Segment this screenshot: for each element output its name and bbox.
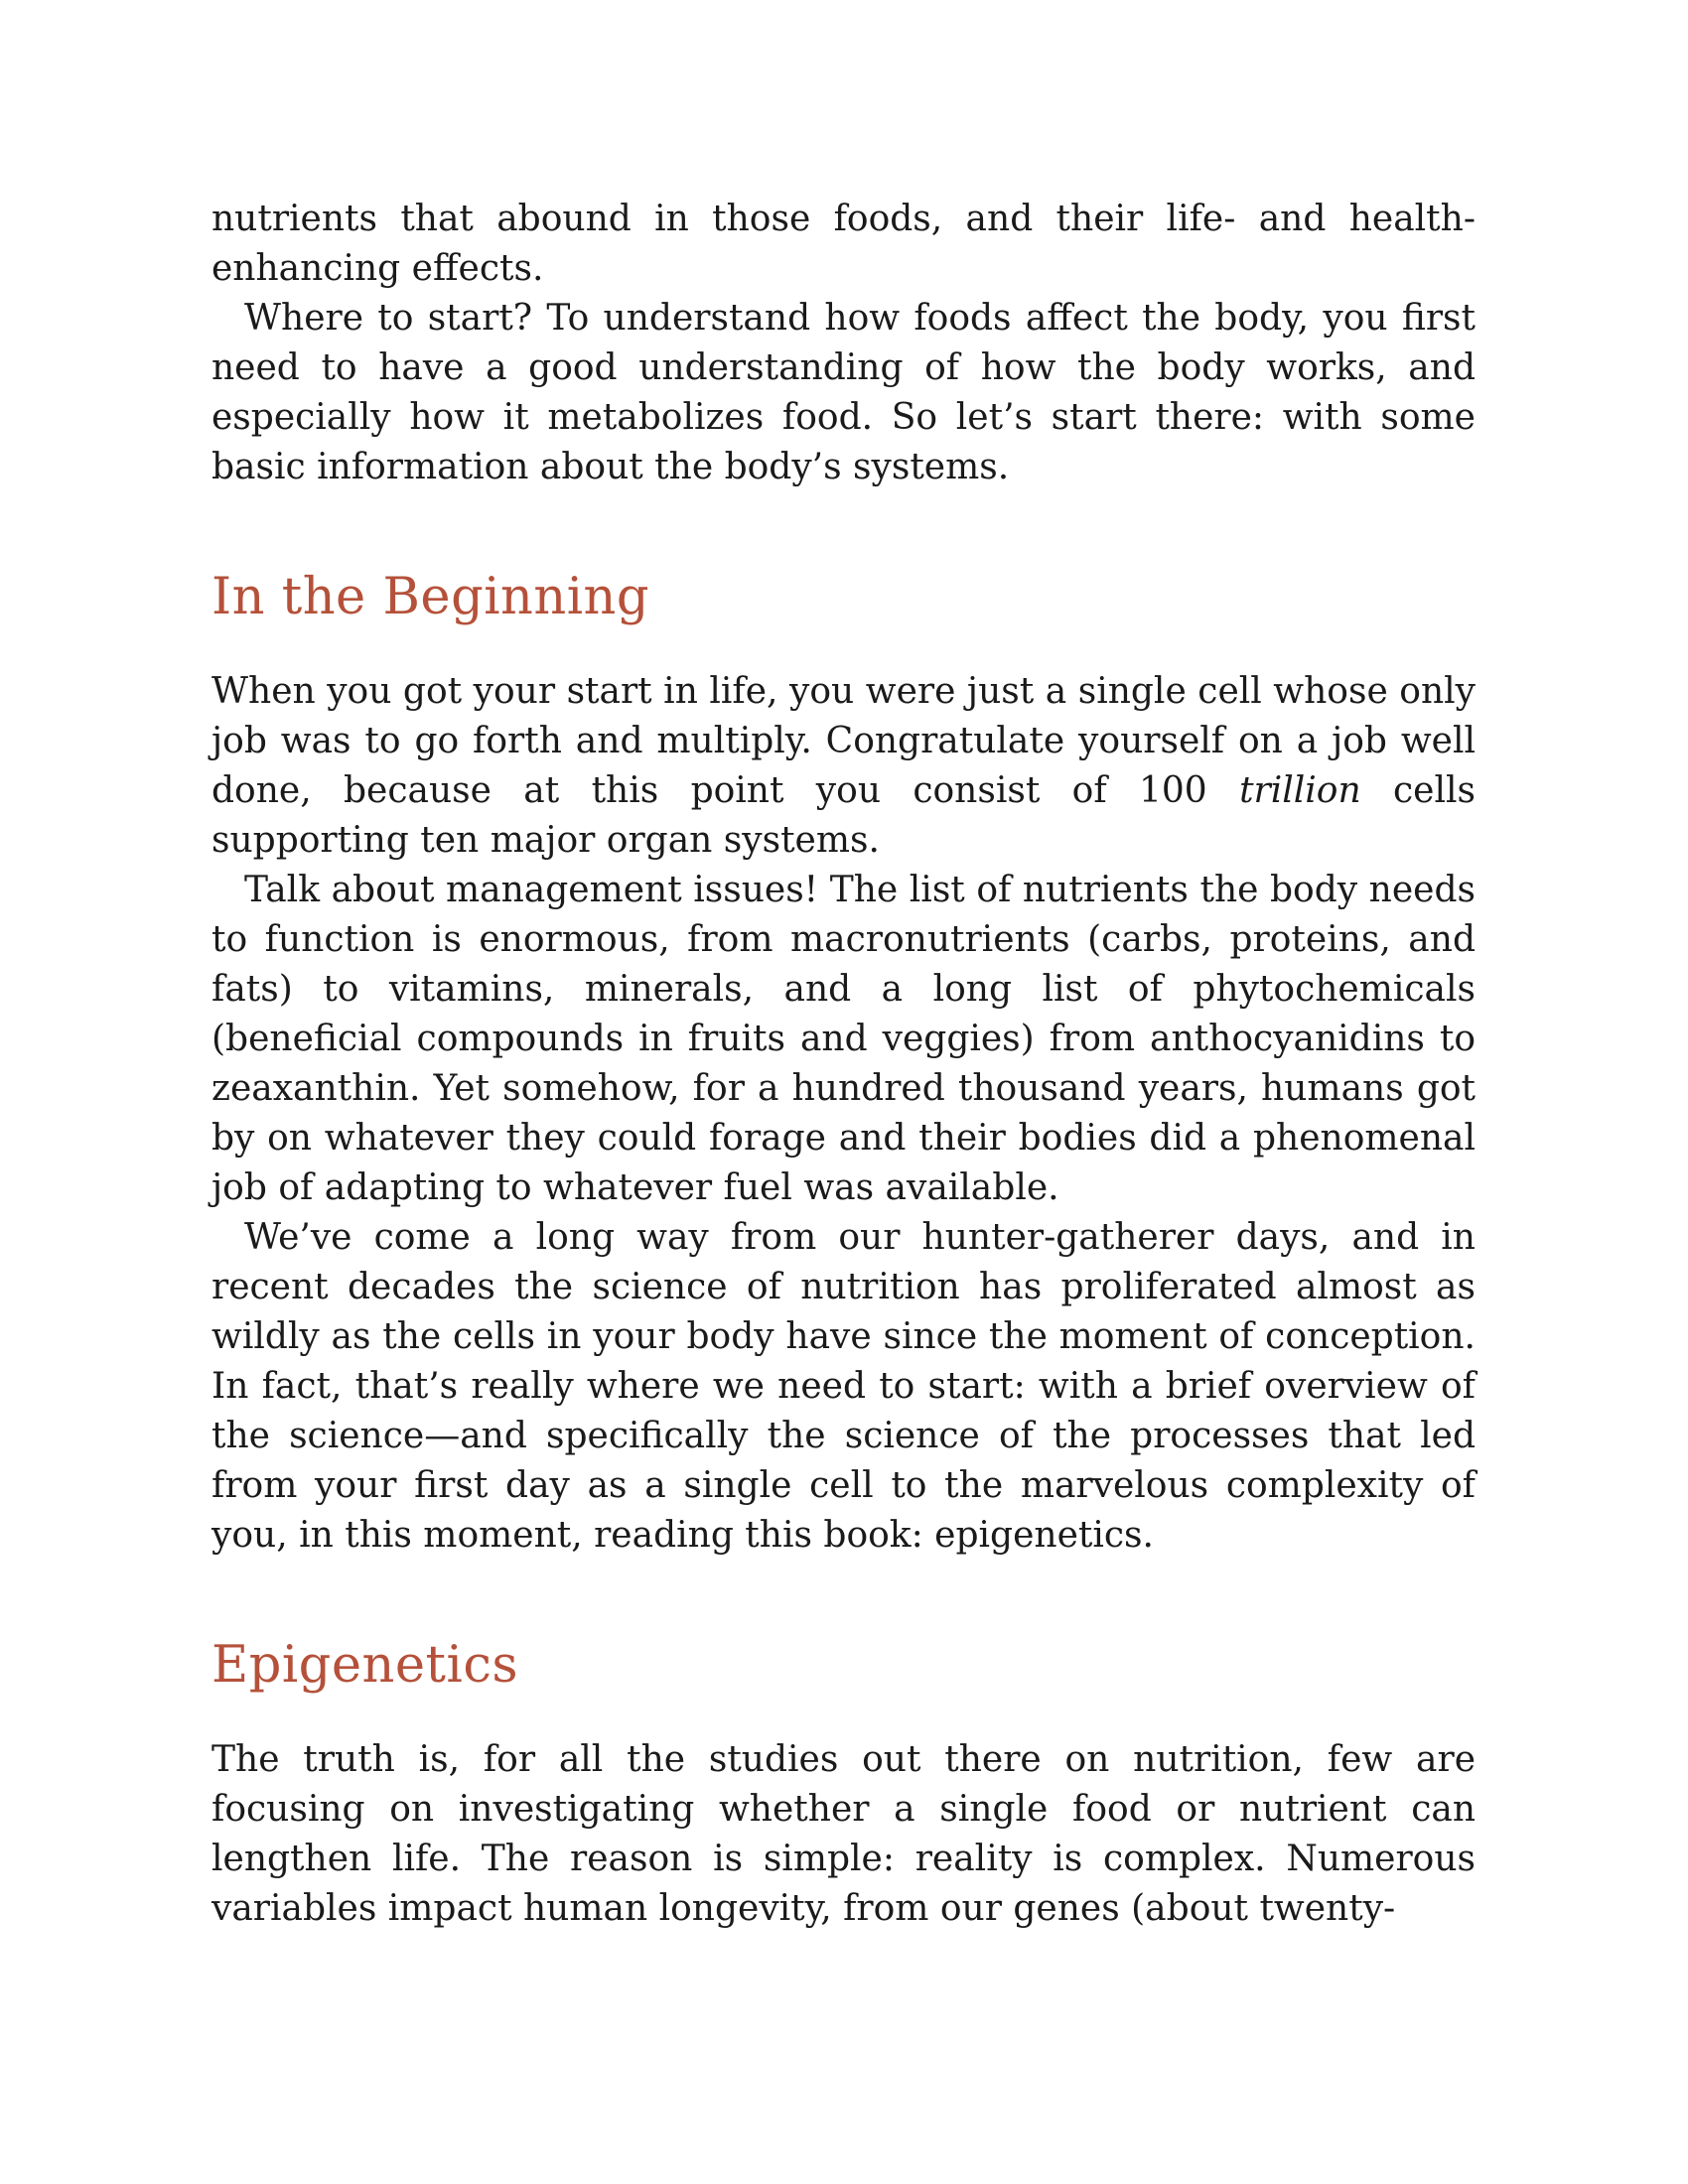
section-heading-in-the-beginning: In the Beginning [211,568,650,626]
paragraph-management-issues: Talk about management issues! The list of nutrients the body needs to function is enormous, from macronutrients (carbs, proteins, and fats) to vitamins, minerals, and a long list of phytochemicals (beneficial compounds in fruits and veggies) from anthocyanidins to zeaxanthin. Yet somehow, for a hundred thousand years, humans got by on whatever they could forage and their bodies did a phenomenal job of adapting to whatever fuel was available. [211,870,1476,1208]
paragraph-intro-continued: nutrients that abound in those foods, and their life- and health-enhancing effects. [211,199,1476,289]
section-heading-epigenetics: Epigenetics [211,1636,519,1695]
paragraph-hunter-gatherer: We’ve come a long way from our hunter-gatherer days, and in recent decades the science of nutrition has proliferated almost as wildly as the cells in your body have since the moment of conception. In fact, that’s really where we need to start: with a brief overview of the science—and specifically the science of the processes that led from your first day as a single cell to the marvelous complexity of you, in this moment, reading this book: epigenetics. [211,1217,1476,1556]
paragraph-single-cell-text-2: cells supporting ten major organ systems. [211,770,1476,861]
page-content [211,195,1476,1934]
paragraph-single-cell [211,667,1476,866]
paragraph-where-to-start: Where to start? To understand how foods affect the body, you first need to have a good understanding of how the body works, and especially how it metabolizes food. So let’s start there: with some basic information about the body’s systems. [211,298,1476,487]
paragraph-single-cell-text-1: When you got your start in life, you were just a single cell whose only job was to go forth and multiply. Congratulate yourself on a job well done, because at this point you consist of 100 [211,671,1476,811]
paragraph-truth-is: The truth is, for all the studies out there on nutrition, few are focusing on investigating whether a single food or nutrient can lengthen life. The reason is simple: reality is complex. Numerous variables impact human longevity, from our genes (about twenty- [211,1739,1476,1929]
emphasis-trillion: trillion [1239,770,1361,811]
